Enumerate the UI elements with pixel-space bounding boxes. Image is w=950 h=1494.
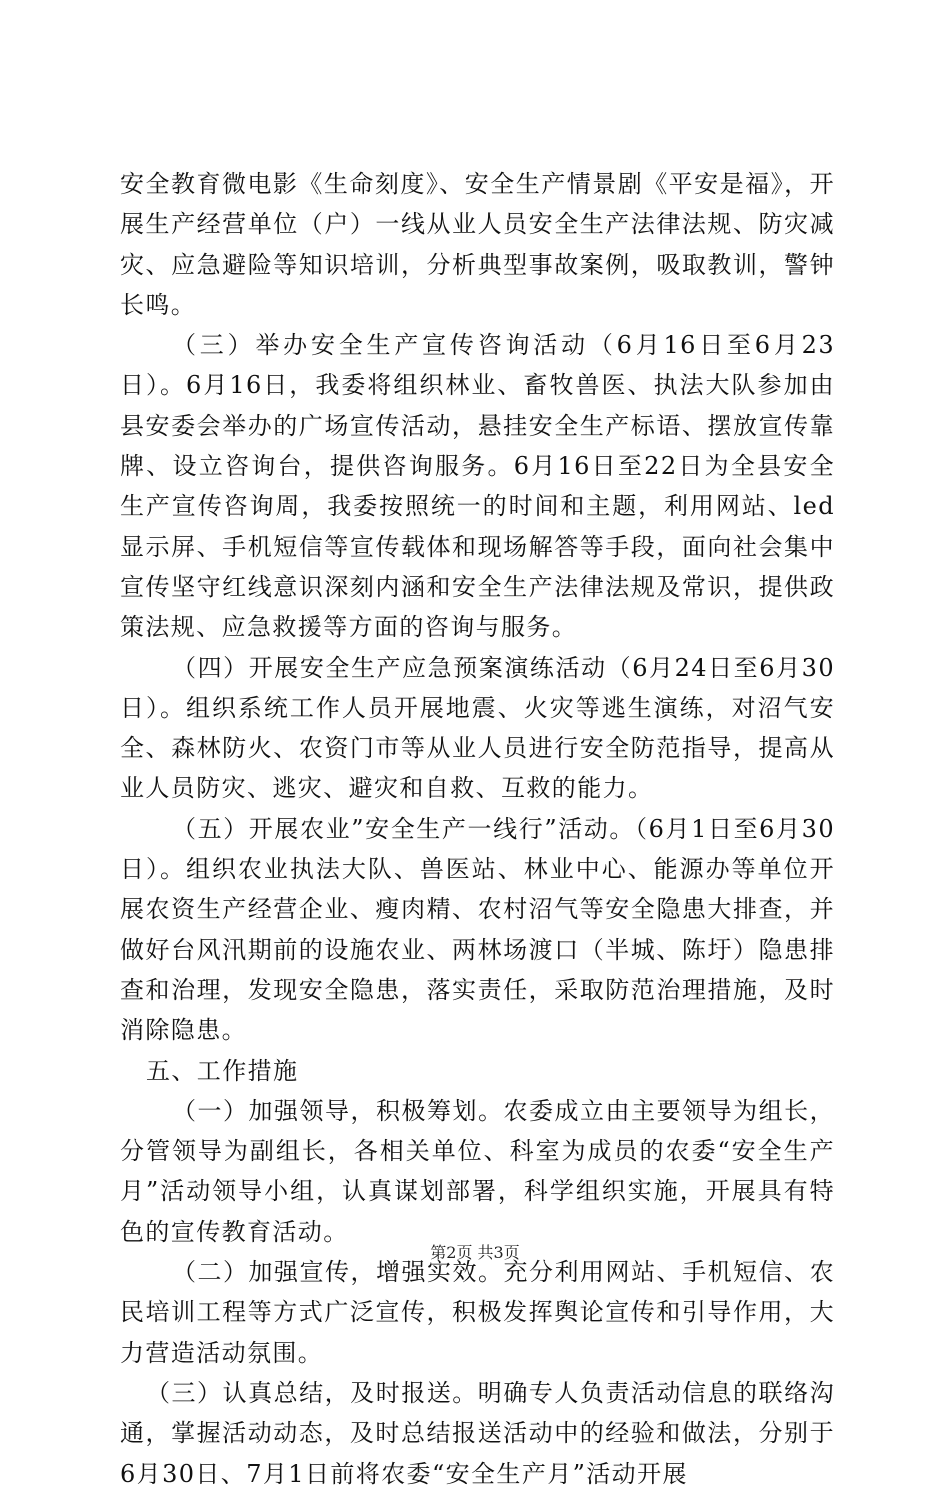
section-heading-work-measures: 五、工作措施: [146, 1056, 299, 1085]
paragraph-item-5: （五）开展农业”安全生产一线行”活动。（6月1日至6月30日）。组织农业执法大队、兽医站、林业中心、能源办等单位开展农资生产经营企业、瘦肉精、农村沼气等安全隐患大排查，并做好台风汛期前的设施农业、两林场渡口（半城、陈圩）隐患排查和治理，发现安全隐患，落实责任，采取防范治理措施，及时消除隐患。: [120, 814, 835, 1045]
page-footer: 第2页 共3页: [430, 1243, 520, 1262]
paragraph-measure-2: （二）加强宣传，增强实效。充分利用网站、手机短信、农民培训工程等方式广泛宣传，积极发挥舆论宣传和引导作用，大力营造活动氛围。: [120, 1258, 835, 1367]
paragraph-measure-1: （一）加强领导，积极筹划。农委成立由主要领导为组长，分管领导为副组长，各相关单位、科室为成员的农委“安全生产月”活动领导小组，认真谋划部署，科学组织实施，开展具有特色的宣传教育活动。: [120, 1096, 835, 1246]
document-body: [120, 164, 835, 1494]
paragraph-item-4: （四）开展安全生产应急预案演练活动（6月24日至6月30日）。组织系统工作人员开展地震、火灾等逃生演练，对沼气安全、森林防火、农资门市等从业人员进行安全防范指导，提高从业人员防灾、逃灾、避灾和自救、互救的能力。: [120, 653, 835, 803]
paragraph-continuation: 安全教育微电影《生命刻度》、安全生产情景剧《平安是福》，开展生产经营单位（户）一线从业人员安全生产法律法规、防灾减灾、应急避险等知识培训，分析典型事故案例，吸取教训，警钟长鸣。: [120, 170, 835, 319]
paragraph-item-3: （三）举办安全生产宣传咨询活动（6月16日至6月23日）。6月16日，我委将组织林业、畜牧兽医、执法大队参加由县安委会举办的广场宣传活动，悬挂安全生产标语、摆放宣传靠牌、设立咨询台，提供咨询服务。6月16日至22日为全县安全生产宣传咨询周，我委按照统一的时间和主题，利用网站、led显示屏、手机短信等宣传载体和现场解答等手段，面向社会集中宣传坚守红线意识深刻内涵和安全生产法律法规及常识，提供政策法规、应急救援等方面的咨询与服务。: [120, 331, 835, 642]
paragraph-measure-3: （三）认真总结，及时报送。明确专人负责活动信息的联络沟通，掌握活动动态，及时总结报送活动中的经验和做法，分别于6月30日、7月1日前将农委“安全生产月”活动开展: [120, 1378, 835, 1488]
